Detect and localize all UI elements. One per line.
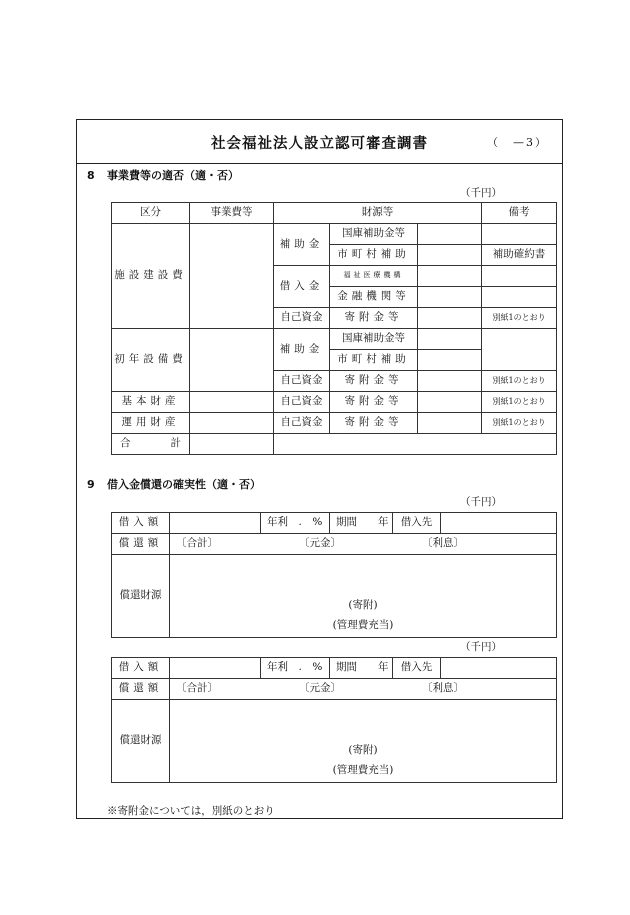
kariire-saki-label: 借入先 xyxy=(393,658,441,679)
section-8-unit: （千円） xyxy=(460,187,502,199)
shakunyukin-label: 借入金 xyxy=(274,266,330,308)
kariire-gaku-label: 借入額 xyxy=(112,513,170,534)
kanrihi-note: (管理費充当) xyxy=(332,764,394,776)
loan-repayment-table-2 xyxy=(111,657,557,783)
cell-amount xyxy=(418,245,482,266)
gankin-label: 〔元金〕 xyxy=(299,537,341,550)
cell-kihon-jigyohi xyxy=(190,392,274,413)
biko-hojo-kakuyakusho: 補助確約書 xyxy=(482,245,557,266)
kifu-note: (寄附) xyxy=(348,599,378,611)
header-divider xyxy=(77,163,562,164)
shokan-gaku-label: 償還額 xyxy=(112,534,170,555)
kikan-label: 期間 年 xyxy=(330,658,393,679)
biko-besshi: 別紙1のとおり xyxy=(482,308,557,329)
kariire-gaku-value xyxy=(170,658,261,679)
cell-gokei-jigyohi xyxy=(190,434,274,455)
jikoshikin-label: 自己資金 xyxy=(274,371,330,392)
cell-shisetsu-jigyohi xyxy=(190,224,274,329)
kokko-label: 国庫補助金等 xyxy=(330,224,418,245)
biko-besshi: 別紙1のとおり xyxy=(482,392,557,413)
shokan-gaku-value xyxy=(170,534,557,555)
jikoshikin-label: 自己資金 xyxy=(274,308,330,329)
jikoshikin-label: 自己資金 xyxy=(274,392,330,413)
cell-biko xyxy=(482,287,557,308)
section-9-unit-2: （千円） xyxy=(460,641,502,653)
kariire-saki-value xyxy=(441,513,557,534)
row-unyo-label: 運用財産 xyxy=(112,413,190,434)
kifu-note: (寄附) xyxy=(348,744,378,756)
section-9-unit-1: （千円） xyxy=(460,496,502,508)
kokko-label: 国庫補助金等 xyxy=(330,329,418,350)
shichoson-label: 市町村補助 xyxy=(330,350,418,371)
row-shisetsu-label: 施設建設費 xyxy=(112,224,190,329)
cell-amount xyxy=(418,287,482,308)
row-gokei-label xyxy=(112,434,190,455)
cell-amount xyxy=(418,224,482,245)
kanrihi-note: (管理費充当) xyxy=(332,619,394,631)
header-biko: 備考 xyxy=(482,203,557,224)
gokei-char-2: 計 xyxy=(170,437,181,450)
cell-biko xyxy=(482,224,557,245)
header-jigyohi: 事業費等 xyxy=(190,203,274,224)
cell-amount xyxy=(418,329,482,350)
cell-amount xyxy=(418,371,482,392)
kifukin-label: 寄附金等 xyxy=(330,413,418,434)
project-cost-table xyxy=(111,202,557,455)
header-zaigen: 財源等 xyxy=(274,203,482,224)
biko-besshi: 別紙1のとおり xyxy=(482,413,557,434)
section-9-label: 借入金償還の確実性（適・否） xyxy=(107,478,261,491)
risoku-label: 〔利息〕 xyxy=(422,537,464,550)
shichoson-label: 市町村補助 xyxy=(330,245,418,266)
loan-repayment-table-1 xyxy=(111,512,557,638)
shokan-zaigen-value xyxy=(170,700,557,783)
cell-amount xyxy=(418,308,482,329)
kifukin-label: 寄附金等 xyxy=(330,392,418,413)
gokei-char-1: 合 xyxy=(120,437,131,450)
section-8-title xyxy=(87,167,239,183)
gankin-label: 〔元金〕 xyxy=(299,682,341,695)
hojokin-label: 補助金 xyxy=(274,329,330,371)
document-frame xyxy=(76,119,563,819)
cell-amount xyxy=(418,350,482,371)
cell-biko xyxy=(482,266,557,287)
row-shoki-label: 初年設備費 xyxy=(112,329,190,392)
footnote: ※寄附金については，別紙のとおり xyxy=(107,805,275,817)
section-9-number: 9 xyxy=(87,478,95,491)
shokan-zaigen-value xyxy=(170,555,557,638)
shokan-zaigen-label: 償還財源 xyxy=(112,555,170,638)
kariire-gaku-value xyxy=(170,513,261,534)
kifukin-label: 寄附金等 xyxy=(330,371,418,392)
kifukin-label: 寄附金等 xyxy=(330,308,418,329)
cell-shoki-jigyohi xyxy=(190,329,274,392)
gokei-label: 〔合計〕 xyxy=(176,537,218,550)
kariire-saki-label: 借入先 xyxy=(393,513,441,534)
cell-biko xyxy=(482,329,557,371)
kariire-gaku-label: 借入額 xyxy=(112,658,170,679)
shokan-gaku-value xyxy=(170,679,557,700)
kikan-label: 期間 年 xyxy=(330,513,393,534)
shokan-zaigen-label: 償還財源 xyxy=(112,700,170,783)
risoku-label: 〔利息〕 xyxy=(422,682,464,695)
gokei-label: 〔合計〕 xyxy=(176,682,218,695)
kariire-saki-value xyxy=(441,658,557,679)
section-8-label: 事業費等の適否（適・否） xyxy=(107,169,239,182)
nenri-label: 年利 . % xyxy=(261,658,330,679)
kinyu-label: 金融機関等 xyxy=(330,287,418,308)
fukushi-iryo-label: 福祉医療機構 xyxy=(330,266,418,287)
cell-amount xyxy=(418,392,482,413)
cell-amount xyxy=(418,413,482,434)
biko-besshi: 別紙1のとおり xyxy=(482,371,557,392)
section-8-number: 8 xyxy=(87,169,95,182)
header-kubun: 区分 xyxy=(112,203,190,224)
shokan-gaku-label: 償還額 xyxy=(112,679,170,700)
row-kihon-label: 基本財産 xyxy=(112,392,190,413)
document-title: 社会福祉法人設立認可審査調書 xyxy=(211,136,428,152)
section-9-title xyxy=(87,476,261,492)
cell-unyo-jigyohi xyxy=(190,413,274,434)
cell-amount xyxy=(418,266,482,287)
hojokin-label: 補助金 xyxy=(274,224,330,266)
cell-gokei-zaigen xyxy=(274,434,557,455)
page-code: （ —3） xyxy=(487,136,548,149)
nenri-label: 年利 . % xyxy=(261,513,330,534)
jikoshikin-label: 自己資金 xyxy=(274,413,330,434)
